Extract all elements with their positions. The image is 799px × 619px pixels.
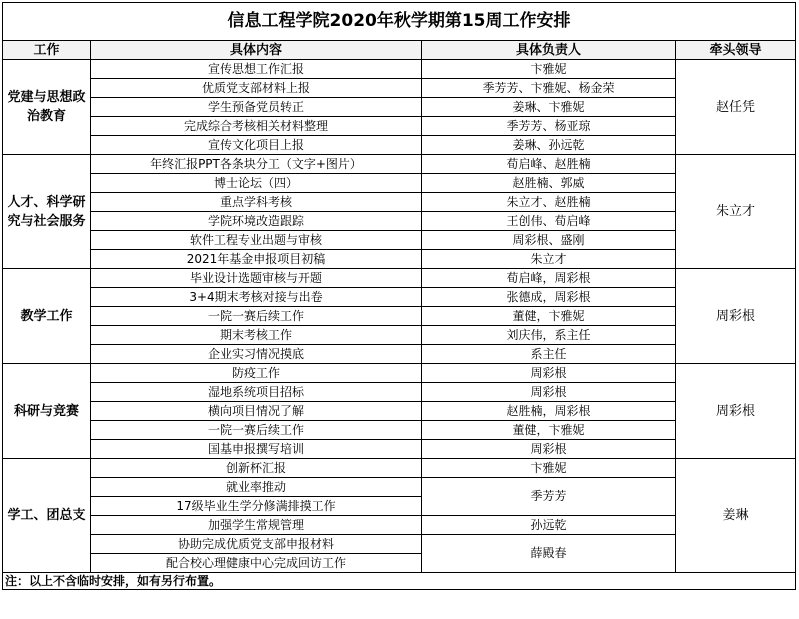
table-row [3,364,796,383]
owner-cell: 周彩根、盛刚 [422,231,676,250]
owner-cell: 季芳芳、杨亚琼 [422,117,676,136]
header-owner: 具体负责人 [422,41,676,60]
owner-cell: 季芳芳 [422,478,676,516]
owner-cell: 朱立才、赵胜楠 [422,193,676,212]
content-cell: 17级毕业生学分修满排摸工作 [91,497,422,516]
schedule-sheet [2,2,797,590]
owner-cell: 季芳芳、卞雅妮、杨金荣 [422,79,676,98]
owner-cell: 董健，卞雅妮 [422,307,676,326]
owner-cell: 朱立才 [422,250,676,269]
leader-cell: 周彩根 [676,269,796,364]
owner-cell: 薛殿春 [422,535,676,573]
content-cell: 期末考核工作 [91,326,422,345]
header-leader: 牵头领导 [676,41,796,60]
content-cell: 博士论坛（四） [91,174,422,193]
header-content: 具体内容 [91,41,422,60]
table-row [3,155,796,174]
owner-cell: 荀启峰、赵胜楠 [422,155,676,174]
content-cell: 企业实习情况摸底 [91,345,422,364]
content-cell: 学院环境改造跟踪 [91,212,422,231]
content-cell: 重点学科考核 [91,193,422,212]
content-cell: 3+4期末考核对接与出卷 [91,288,422,307]
footnote: 注：以上不含临时安排，如有另行布置。 [3,573,796,590]
content-cell: 优质党支部材料上报 [91,79,422,98]
category-cell: 人才、科学研究与社会服务 [3,155,91,269]
table-row [3,269,796,288]
content-cell: 横向项目情况了解 [91,402,422,421]
leader-cell: 周彩根 [676,364,796,459]
leader-cell: 朱立才 [676,155,796,269]
content-cell: 配合校心理健康中心完成回访工作 [91,554,422,573]
owner-cell: 荀启峰，周彩根 [422,269,676,288]
owner-cell: 周彩根 [422,440,676,459]
schedule-table [2,2,796,590]
content-cell: 一院一赛后续工作 [91,421,422,440]
content-cell: 国基申报撰写培训 [91,440,422,459]
leader-cell: 姜琳 [676,459,796,573]
content-cell: 宣传思想工作汇报 [91,60,422,79]
owner-cell: 张德成，周彩根 [422,288,676,307]
sheet-title: 信息工程学院2020年秋学期第15周工作安排 [3,3,796,41]
content-cell: 一院一赛后续工作 [91,307,422,326]
owner-cell: 赵胜楠、郭威 [422,174,676,193]
content-cell: 毕业设计选题审核与开题 [91,269,422,288]
category-cell: 党建与思想政治教育 [3,60,91,155]
table-row [3,60,796,79]
content-cell: 就业率推动 [91,478,422,497]
header-work: 工作 [3,41,91,60]
owner-cell: 王创伟、荀启峰 [422,212,676,231]
content-cell: 2021年基金申报项目初稿 [91,250,422,269]
category-cell: 学工、团总支 [3,459,91,573]
category-cell: 科研与竞赛 [3,364,91,459]
owner-cell: 刘庆伟，系主任 [422,326,676,345]
owner-cell: 周彩根 [422,364,676,383]
content-cell: 完成综合考核相关材料整理 [91,117,422,136]
content-cell: 防疫工作 [91,364,422,383]
owner-cell: 系主任 [422,345,676,364]
content-cell: 湿地系统项目招标 [91,383,422,402]
owner-cell: 卞雅妮 [422,459,676,478]
content-cell: 软件工程专业出题与审核 [91,231,422,250]
leader-cell: 赵任凭 [676,60,796,155]
content-cell: 学生预备党员转正 [91,98,422,117]
owner-cell: 董健，卞雅妮 [422,421,676,440]
owner-cell: 卞雅妮 [422,60,676,79]
content-cell: 创新杯汇报 [91,459,422,478]
content-cell: 协助完成优质党支部申报材料 [91,535,422,554]
content-cell: 加强学生常规管理 [91,516,422,535]
content-cell: 宣传文化项目上报 [91,136,422,155]
owner-cell: 周彩根 [422,383,676,402]
table-row [3,459,796,478]
content-cell: 年终汇报PPT各条块分工（文字+图片） [91,155,422,174]
category-cell: 教学工作 [3,269,91,364]
owner-cell: 姜琳、卞雅妮 [422,98,676,117]
owner-cell: 孙远乾 [422,516,676,535]
owner-cell: 赵胜楠，周彩根 [422,402,676,421]
owner-cell: 姜琳、孙远乾 [422,136,676,155]
